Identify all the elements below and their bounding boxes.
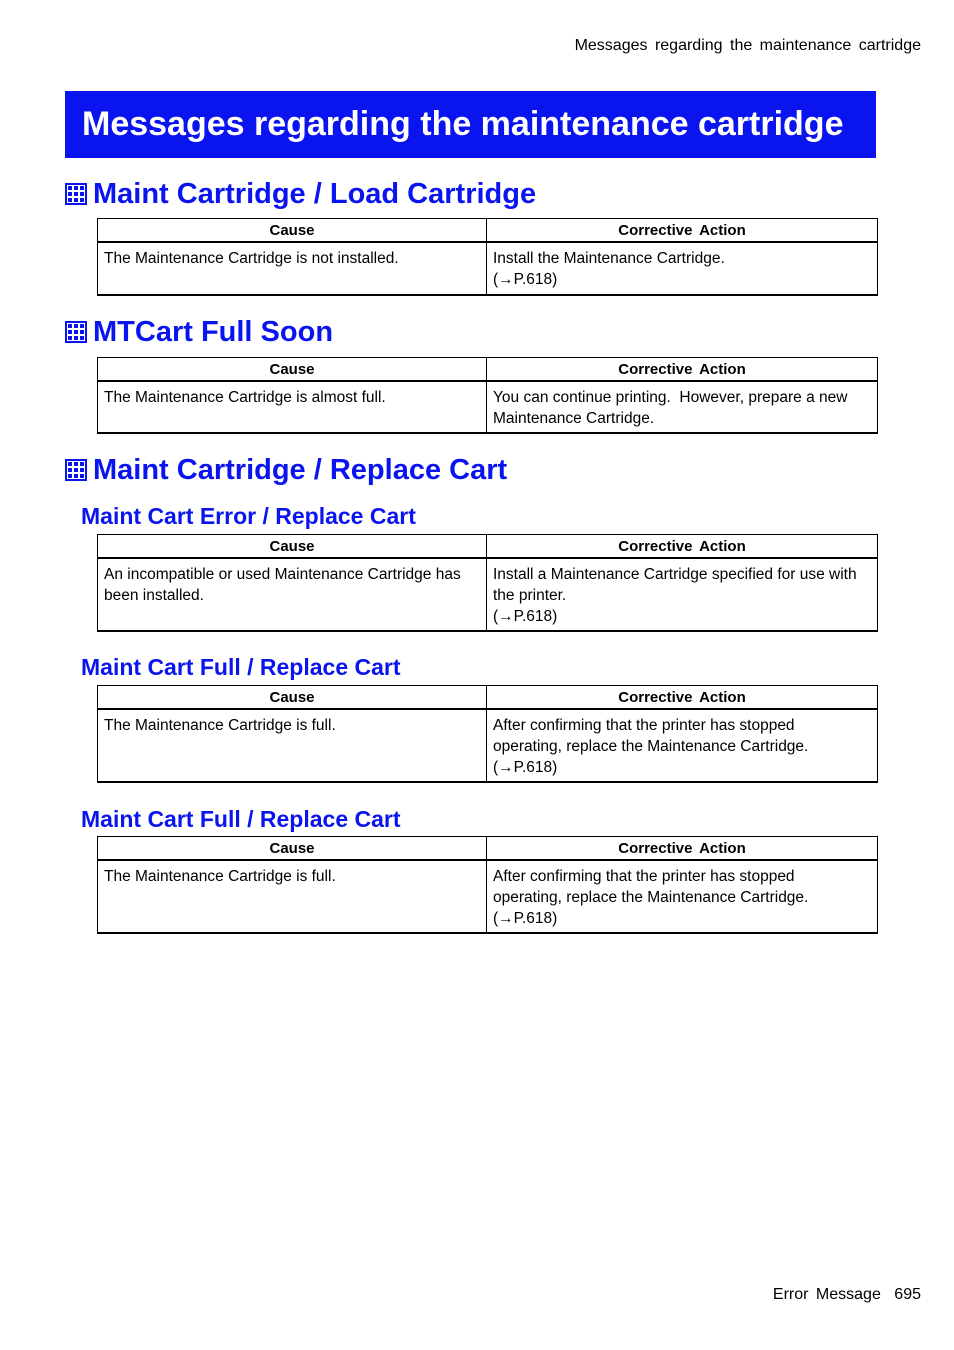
page-reference: (→P.618)	[493, 608, 558, 625]
cause-cell: An incompatible or used Maintenance Cartridge has been installed.	[98, 558, 487, 631]
section-heading-text: Maint Cartridge / Load Cartridge	[93, 177, 537, 210]
page-reference: (→P.618)	[493, 759, 558, 776]
message-table	[97, 218, 878, 296]
cause-header: Cause	[98, 686, 487, 710]
subsection-error-replace	[65, 503, 878, 632]
subsection-heading: Maint Cart Error / Replace Cart	[81, 503, 416, 529]
page-number: 695	[894, 1286, 921, 1303]
cause-header: Cause	[98, 535, 487, 559]
subsection-full-replace	[65, 654, 878, 783]
action-header: Corrective Action	[487, 219, 878, 243]
action-header: Corrective Action	[487, 535, 878, 559]
subsection-heading: Maint Cart Full / Replace Cart	[81, 806, 401, 832]
section-heading-text: Maint Cartridge / Replace Cart	[93, 453, 508, 486]
message-table	[97, 836, 878, 934]
section-replace-cart	[65, 452, 507, 488]
cause-cell: The Maintenance Cartridge is not installed.	[98, 242, 487, 295]
subsection-full-replace-2	[65, 806, 878, 934]
page-title: Messages regarding the maintenance cartridge	[82, 105, 844, 143]
action-cell: After confirming that the printer has stopped operating, replace the Maintenance Cartridge. (→P.618)	[487, 860, 878, 933]
action-cell: You can continue printing. However, prepare a new Maintenance Cartridge.	[487, 381, 878, 433]
action-cell: Install the Maintenance Cartridge. (→P.618)	[487, 242, 878, 295]
action-cell: Install a Maintenance Cartridge specified for use with the printer. (→P.618)	[487, 558, 878, 631]
cause-header: Cause	[98, 837, 487, 861]
action-header: Corrective Action	[487, 358, 878, 382]
section-load-cartridge	[65, 176, 878, 296]
message-table	[97, 357, 878, 434]
message-table	[97, 685, 878, 783]
page-footer	[773, 1286, 921, 1304]
grid-icon	[65, 183, 87, 205]
section-heading	[65, 314, 878, 350]
action-header: Corrective Action	[487, 837, 878, 861]
subsection-heading: Maint Cart Full / Replace Cart	[81, 654, 401, 680]
page-title-bar	[65, 91, 876, 158]
page-reference: (→P.618)	[493, 271, 558, 288]
section-heading	[65, 452, 507, 488]
grid-icon	[65, 321, 87, 343]
cause-cell: The Maintenance Cartridge is full.	[98, 709, 487, 782]
action-header: Corrective Action	[487, 686, 878, 710]
action-cell: After confirming that the printer has stopped operating, replace the Maintenance Cartridge. (→P.618)	[487, 709, 878, 782]
section-full-soon	[65, 314, 878, 434]
cause-header: Cause	[98, 358, 487, 382]
cause-cell: The Maintenance Cartridge is full.	[98, 860, 487, 933]
page-reference: (→P.618)	[493, 910, 558, 927]
cause-header: Cause	[98, 219, 487, 243]
message-table	[97, 534, 878, 632]
running-header: Messages regarding the maintenance cartridge	[574, 37, 921, 54]
cause-cell: The Maintenance Cartridge is almost full.	[98, 381, 487, 433]
section-heading	[65, 176, 878, 212]
grid-icon	[65, 459, 87, 481]
section-heading-text: MTCart Full Soon	[93, 315, 334, 348]
footer-section: Error Message	[772, 1286, 881, 1303]
